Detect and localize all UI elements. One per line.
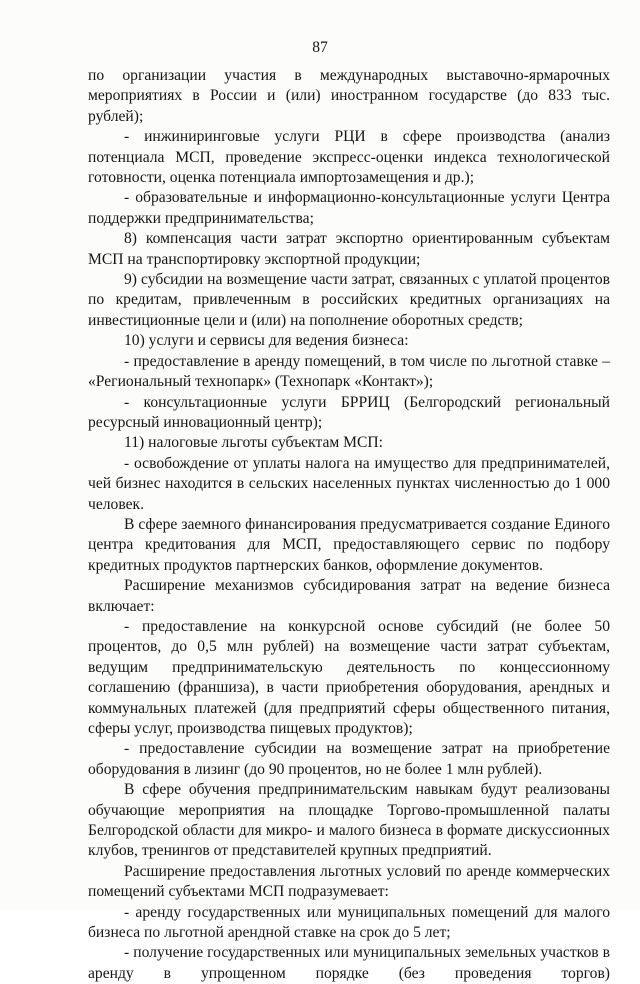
paragraph: - освобождение от уплаты налога на имущество для предпринимателей, чей бизнес находится в сельских населенных пунктах численностью до 1 000 человек. [88, 454, 610, 513]
page-number: 87 [312, 39, 328, 56]
paragraph: - образовательные и информационно-консультационные услуги Центра поддержки предпринимательства; [88, 189, 610, 227]
paragraph: по организации участия в международных выставочно-ярмарочных мероприятиях в России и (или) иностранном государстве (до 833 тыс. рублей); [88, 67, 610, 125]
paragraph: - консультационные услуги БРРИЦ (Белгородский региональный ресурсный инновационный центр); [88, 393, 610, 431]
paragraph: - получение государственных или муниципальных земельных участков в аренду в упрощенном порядке (без проведения торгов) [88, 944, 610, 982]
paragraph: 10) услуги и сервисы для ведения бизнеса: [124, 332, 409, 350]
paragraph: - инжиниринговые услуги РЦИ в сфере производства (анализ потенциала МСП, проведение экспресс-оценки индекса технологической готовности, оценка потенциала импортозамещения и др.); [88, 128, 610, 187]
paragraph: - предоставление на конкурсной основе субсидий (не более 50 процентов, до 0,5 млн рублей) на возмещение части затрат субъектам, ведущим предпринимательскую деятельность по концессионному соглашению (франшиза), в части приобретения оборудования, арендных и коммунальных платежей (для предприятий сферы общественного питания, сферы услуг, производства пищевых продуктов); [88, 617, 610, 737]
paragraph: В сфере обучения предпринимательским навыкам будут реализованы обучающие мероприятия на площадке Торгово-промышленной палаты Белгородской области для микро- и малого бизнеса в формате дискуссионных клубов, тренингов от представителей крупных предприятий. [88, 781, 610, 860]
paragraph: - аренду государственных или муниципальных помещений для малого бизнеса по льготной арендной ставке на срок до 5 лет; [88, 903, 610, 942]
paragraph: Расширение механизмов субсидирования затрат на ведение бизнеса включает: [88, 577, 610, 615]
paragraph: - предоставление в аренду помещений, в том числе по льготной ставке – «Региональный технопарк» (Технопарк «Контакт»); [88, 352, 610, 391]
paragraph: В сфере заемного финансирования предусматривается создание Единого центра кредитования для МСП, предоставляющего сервис по подбору кредитных продуктов партнерских банков, оформление документов. [88, 515, 610, 574]
paragraph: - предоставление субсидии на возмещение затрат на приобретение оборудования в лизинг (до 90 процентов, но не более 1 млн рублей). [88, 740, 610, 778]
paragraph: 11) налоговые льготы субъектам МСП: [124, 434, 383, 452]
paragraph: 8) компенсация части затрат экспортно ориентированным субъектам МСП на транспортировку экспортной продукции; [88, 230, 610, 268]
paragraph: Расширение предоставления льготных условий по аренде коммерческих помещений субъектами МСП подразумевает: [88, 862, 610, 901]
paragraph: 9) субсидии на возмещение части затрат, связанных с уплатой процентов по кредитам, привлеченным в российских кредитных организациях на инвестиционные цели и (или) на пополнение оборотных средств; [88, 271, 610, 329]
document-body [88, 66, 610, 984]
